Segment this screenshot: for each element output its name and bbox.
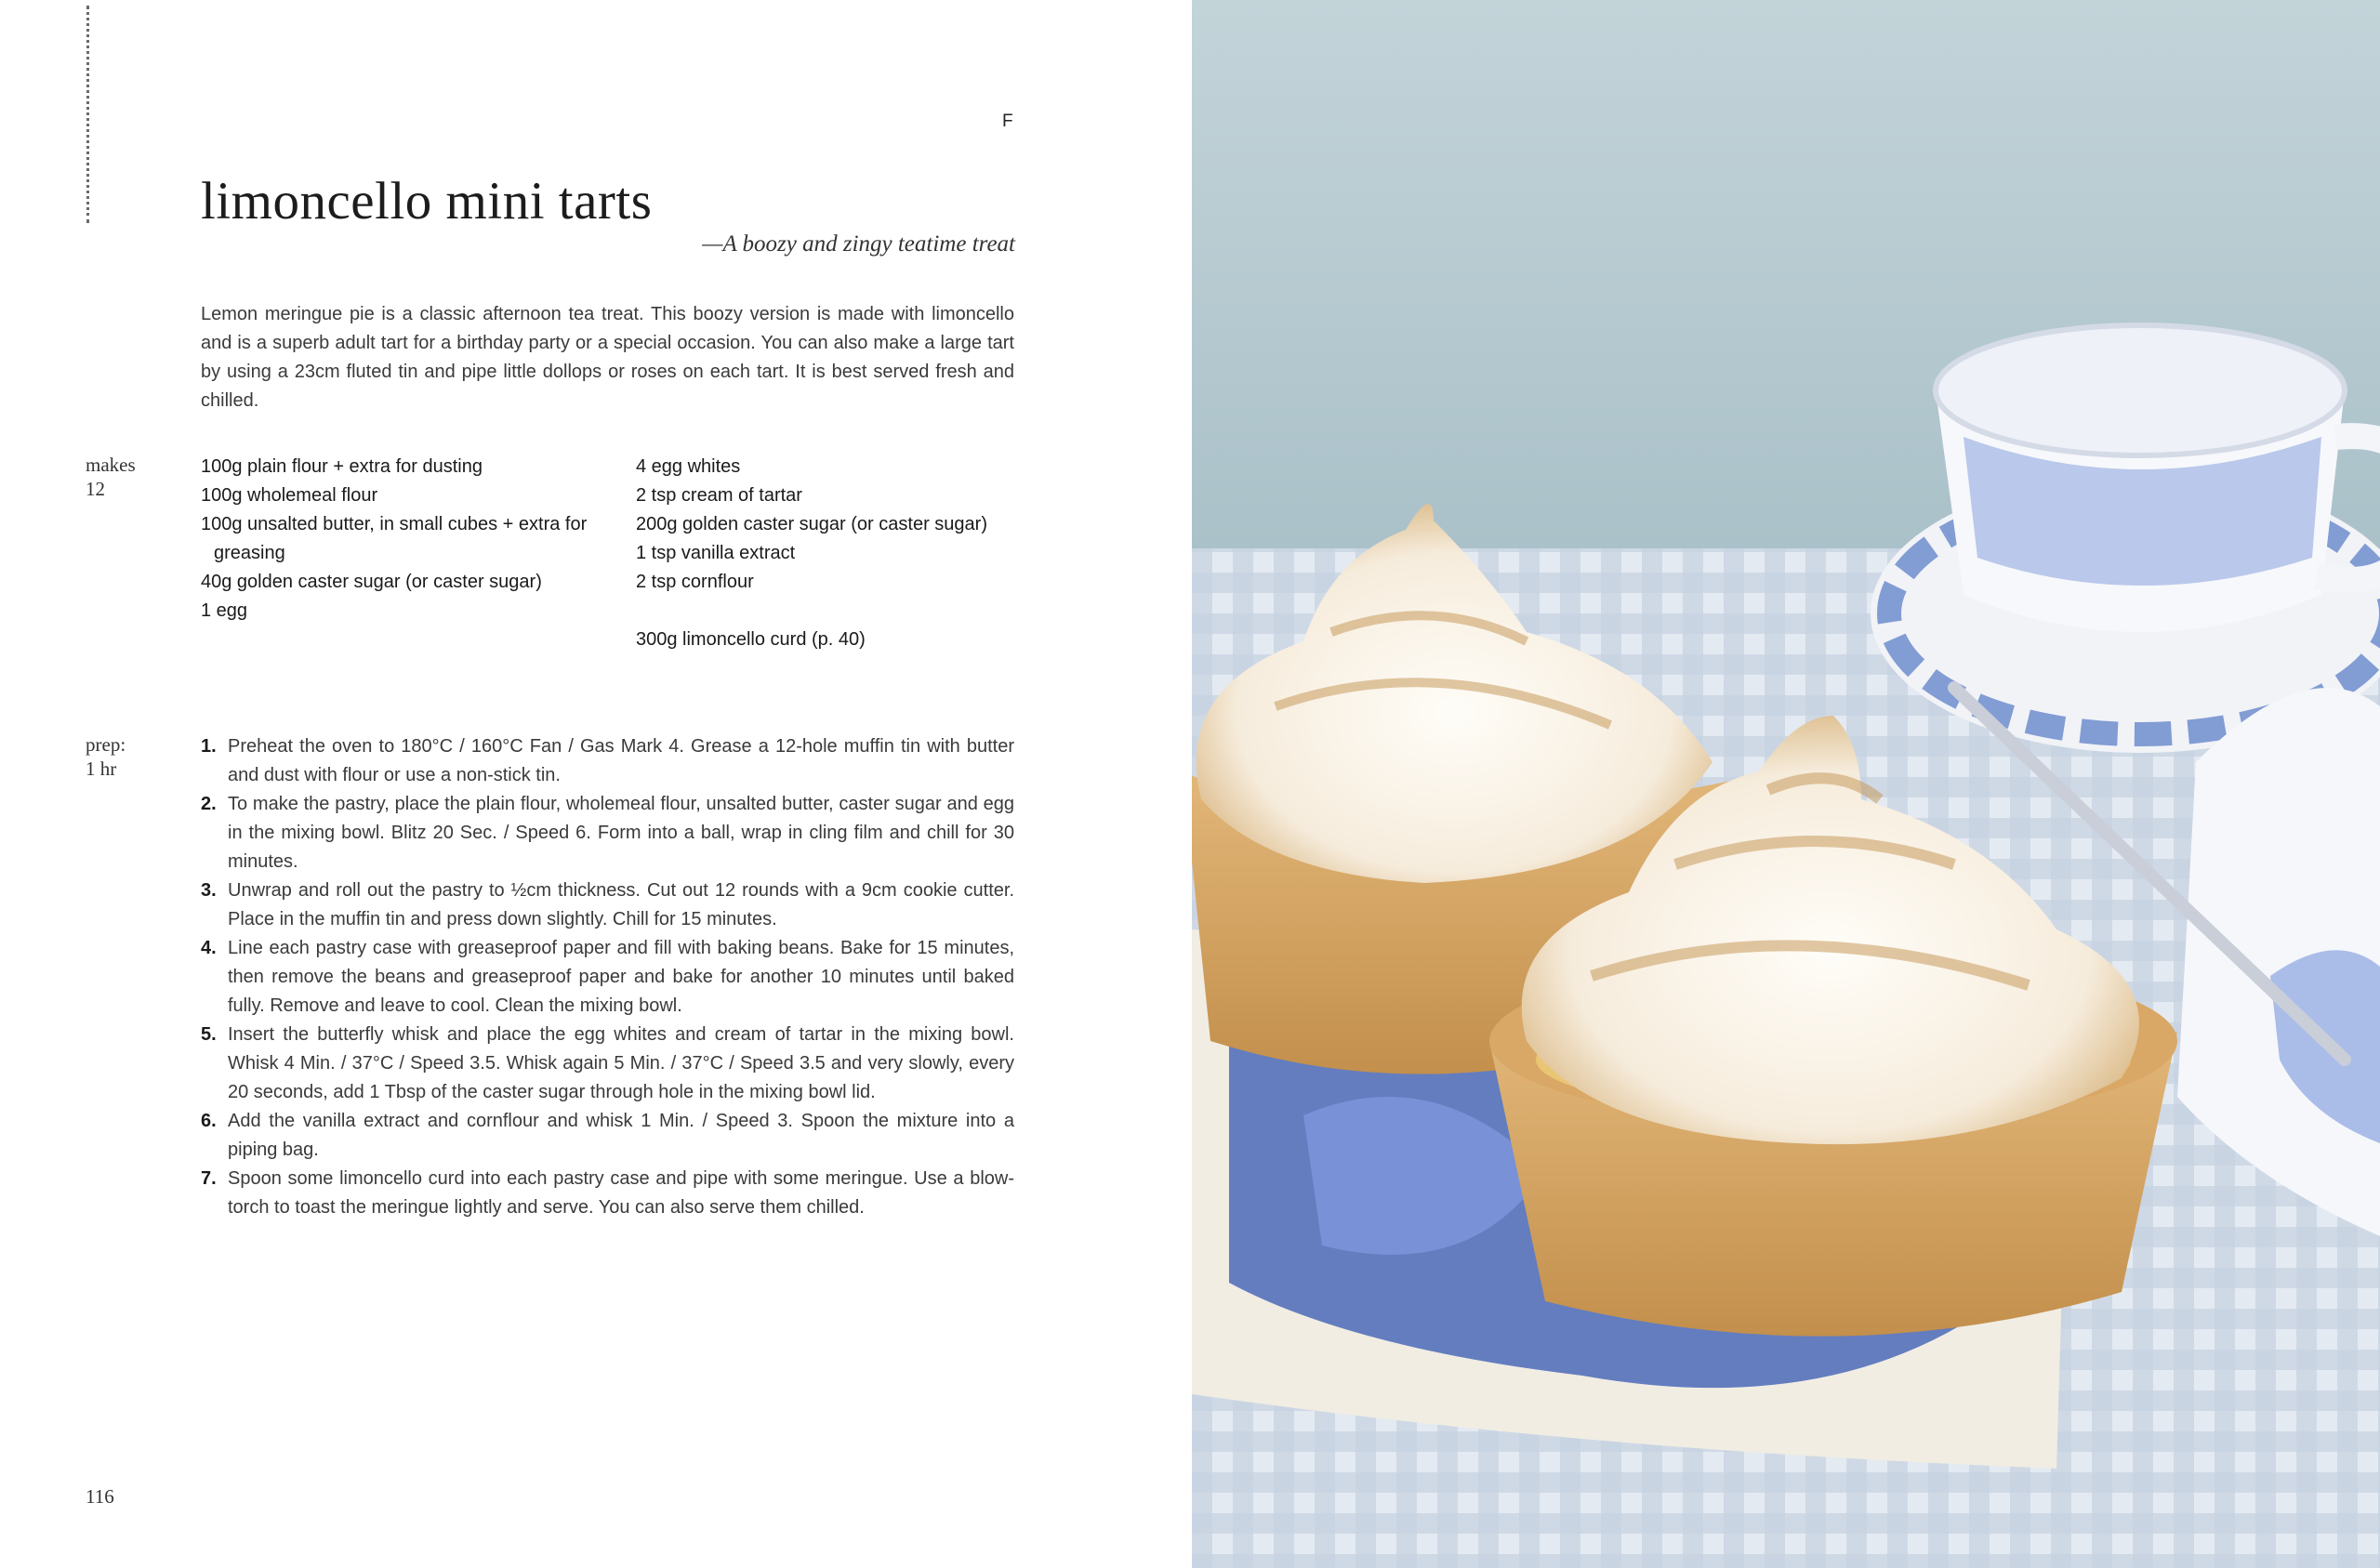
step-text: Unwrap and roll out the pastry to ½cm thickness. Cut out 12 rounds with a 9cm cookie cutter. Place in the muffin tin and press down slightly. Chill for 15 minutes. xyxy=(228,880,1014,929)
ingredient-item: 1 egg xyxy=(201,600,248,621)
method-step xyxy=(201,732,1014,790)
ingredient-item: 40g golden caster sugar (or caster sugar) xyxy=(201,572,542,592)
ingredient-item: 200g golden caster sugar (or caster sugar) xyxy=(636,514,987,534)
step-number: 4. xyxy=(201,938,217,958)
ingredient-item: 100g plain flour + extra for dusting xyxy=(201,456,483,477)
recipe-title: limoncello mini tarts xyxy=(201,172,653,231)
ingredient-item: 1 tsp vanilla extract xyxy=(636,543,796,563)
step-number: 5. xyxy=(201,1024,217,1045)
recipe-intro: Lemon meringue pie is a classic afternoon tea treat. This boozy version is made with limoncello and is a superb adult tart for a birthday party or a special occasion. You can also make a large tart by using a 23cm fluted tin and pipe little dollops or roses on each tart. It is best served fresh and chilled. xyxy=(201,304,1014,411)
method-step xyxy=(201,1021,1014,1107)
prep-label-text: prep: xyxy=(86,733,126,756)
step-text: Add the vanilla extract and cornflour and whisk 1 Min. / Speed 3. Spoon the mixture into a piping bag. xyxy=(228,1111,1014,1160)
tarts-photo xyxy=(1192,0,2380,1568)
step-text: Spoon some limoncello curd into each pastry case and pipe with some meringue. Use a blow-torch to toast the meringue lightly and serve. You can also serve them chilled. xyxy=(228,1168,1014,1218)
makes-value: 12 xyxy=(86,478,105,500)
recipe-subtitle: —A boozy and zingy teatime treat xyxy=(702,231,1015,257)
ingredients-list-right xyxy=(636,453,1026,654)
step-text: Insert the butterfly whisk and place the egg whites and cream of tartar in the mixing bowl. Whisk 4 Min. / 37°C / Speed 3.5. Whisk again 5 Min. / 37°C / Speed 3.5 and very slowly, every 20 seconds, add 1 Tbsp of the caster sugar through hole in the mixing bowl lid. xyxy=(228,1024,1014,1102)
makes-label-text: makes xyxy=(86,454,136,476)
step-text: Line each pastry case with greaseproof paper and fill with baking beans. Bake for 15 minutes, then remove the beans and greaseproof paper and bake for another 10 minutes until baked fully. Remove and leave to cool. Clean the mixing bowl. xyxy=(228,938,1014,1016)
method-steps xyxy=(201,732,1014,1222)
method-step xyxy=(201,876,1014,934)
ingredient-item: 100g wholemeal flour xyxy=(201,485,378,506)
dotted-margin-rule xyxy=(86,6,89,223)
section-letter: F xyxy=(1002,112,1013,131)
prep-label xyxy=(86,732,126,781)
makes-label xyxy=(86,453,136,501)
teacup-rim xyxy=(1936,325,2345,455)
ingredient-item: 100g unsalted butter, in small cubes + extra for greasing xyxy=(201,514,588,563)
ingredients-list-left xyxy=(201,453,601,626)
step-number: 1. xyxy=(201,736,217,757)
ingredient-item: 4 egg whites xyxy=(636,456,741,477)
ingredient-item: 2 tsp cornflour xyxy=(636,572,754,592)
method-step xyxy=(201,1165,1014,1222)
prep-value: 1 hr xyxy=(86,758,117,780)
step-number: 6. xyxy=(201,1111,217,1131)
ingredient-item: 2 tsp cream of tartar xyxy=(636,485,802,506)
ingredient-item: 300g limoncello curd (p. 40) xyxy=(636,629,866,650)
step-number: 2. xyxy=(201,794,217,814)
page-number: 116 xyxy=(86,1485,114,1508)
step-number: 7. xyxy=(201,1168,217,1189)
step-text: To make the pastry, place the plain flour, wholemeal flour, unsalted butter, caster sugar and egg in the mixing bowl. Blitz 20 Sec. / Speed 6. Form into a ball, wrap in cling film and chill for 30 minutes. xyxy=(228,794,1014,872)
method-step xyxy=(201,1107,1014,1165)
step-text: Preheat the oven to 180°C / 160°C Fan / Gas Mark 4. Grease a 12-hole muffin tin with butter and dust with flour or use a non-stick tin. xyxy=(228,736,1014,785)
step-number: 3. xyxy=(201,880,217,901)
method-step xyxy=(201,790,1014,876)
method-step xyxy=(201,934,1014,1021)
